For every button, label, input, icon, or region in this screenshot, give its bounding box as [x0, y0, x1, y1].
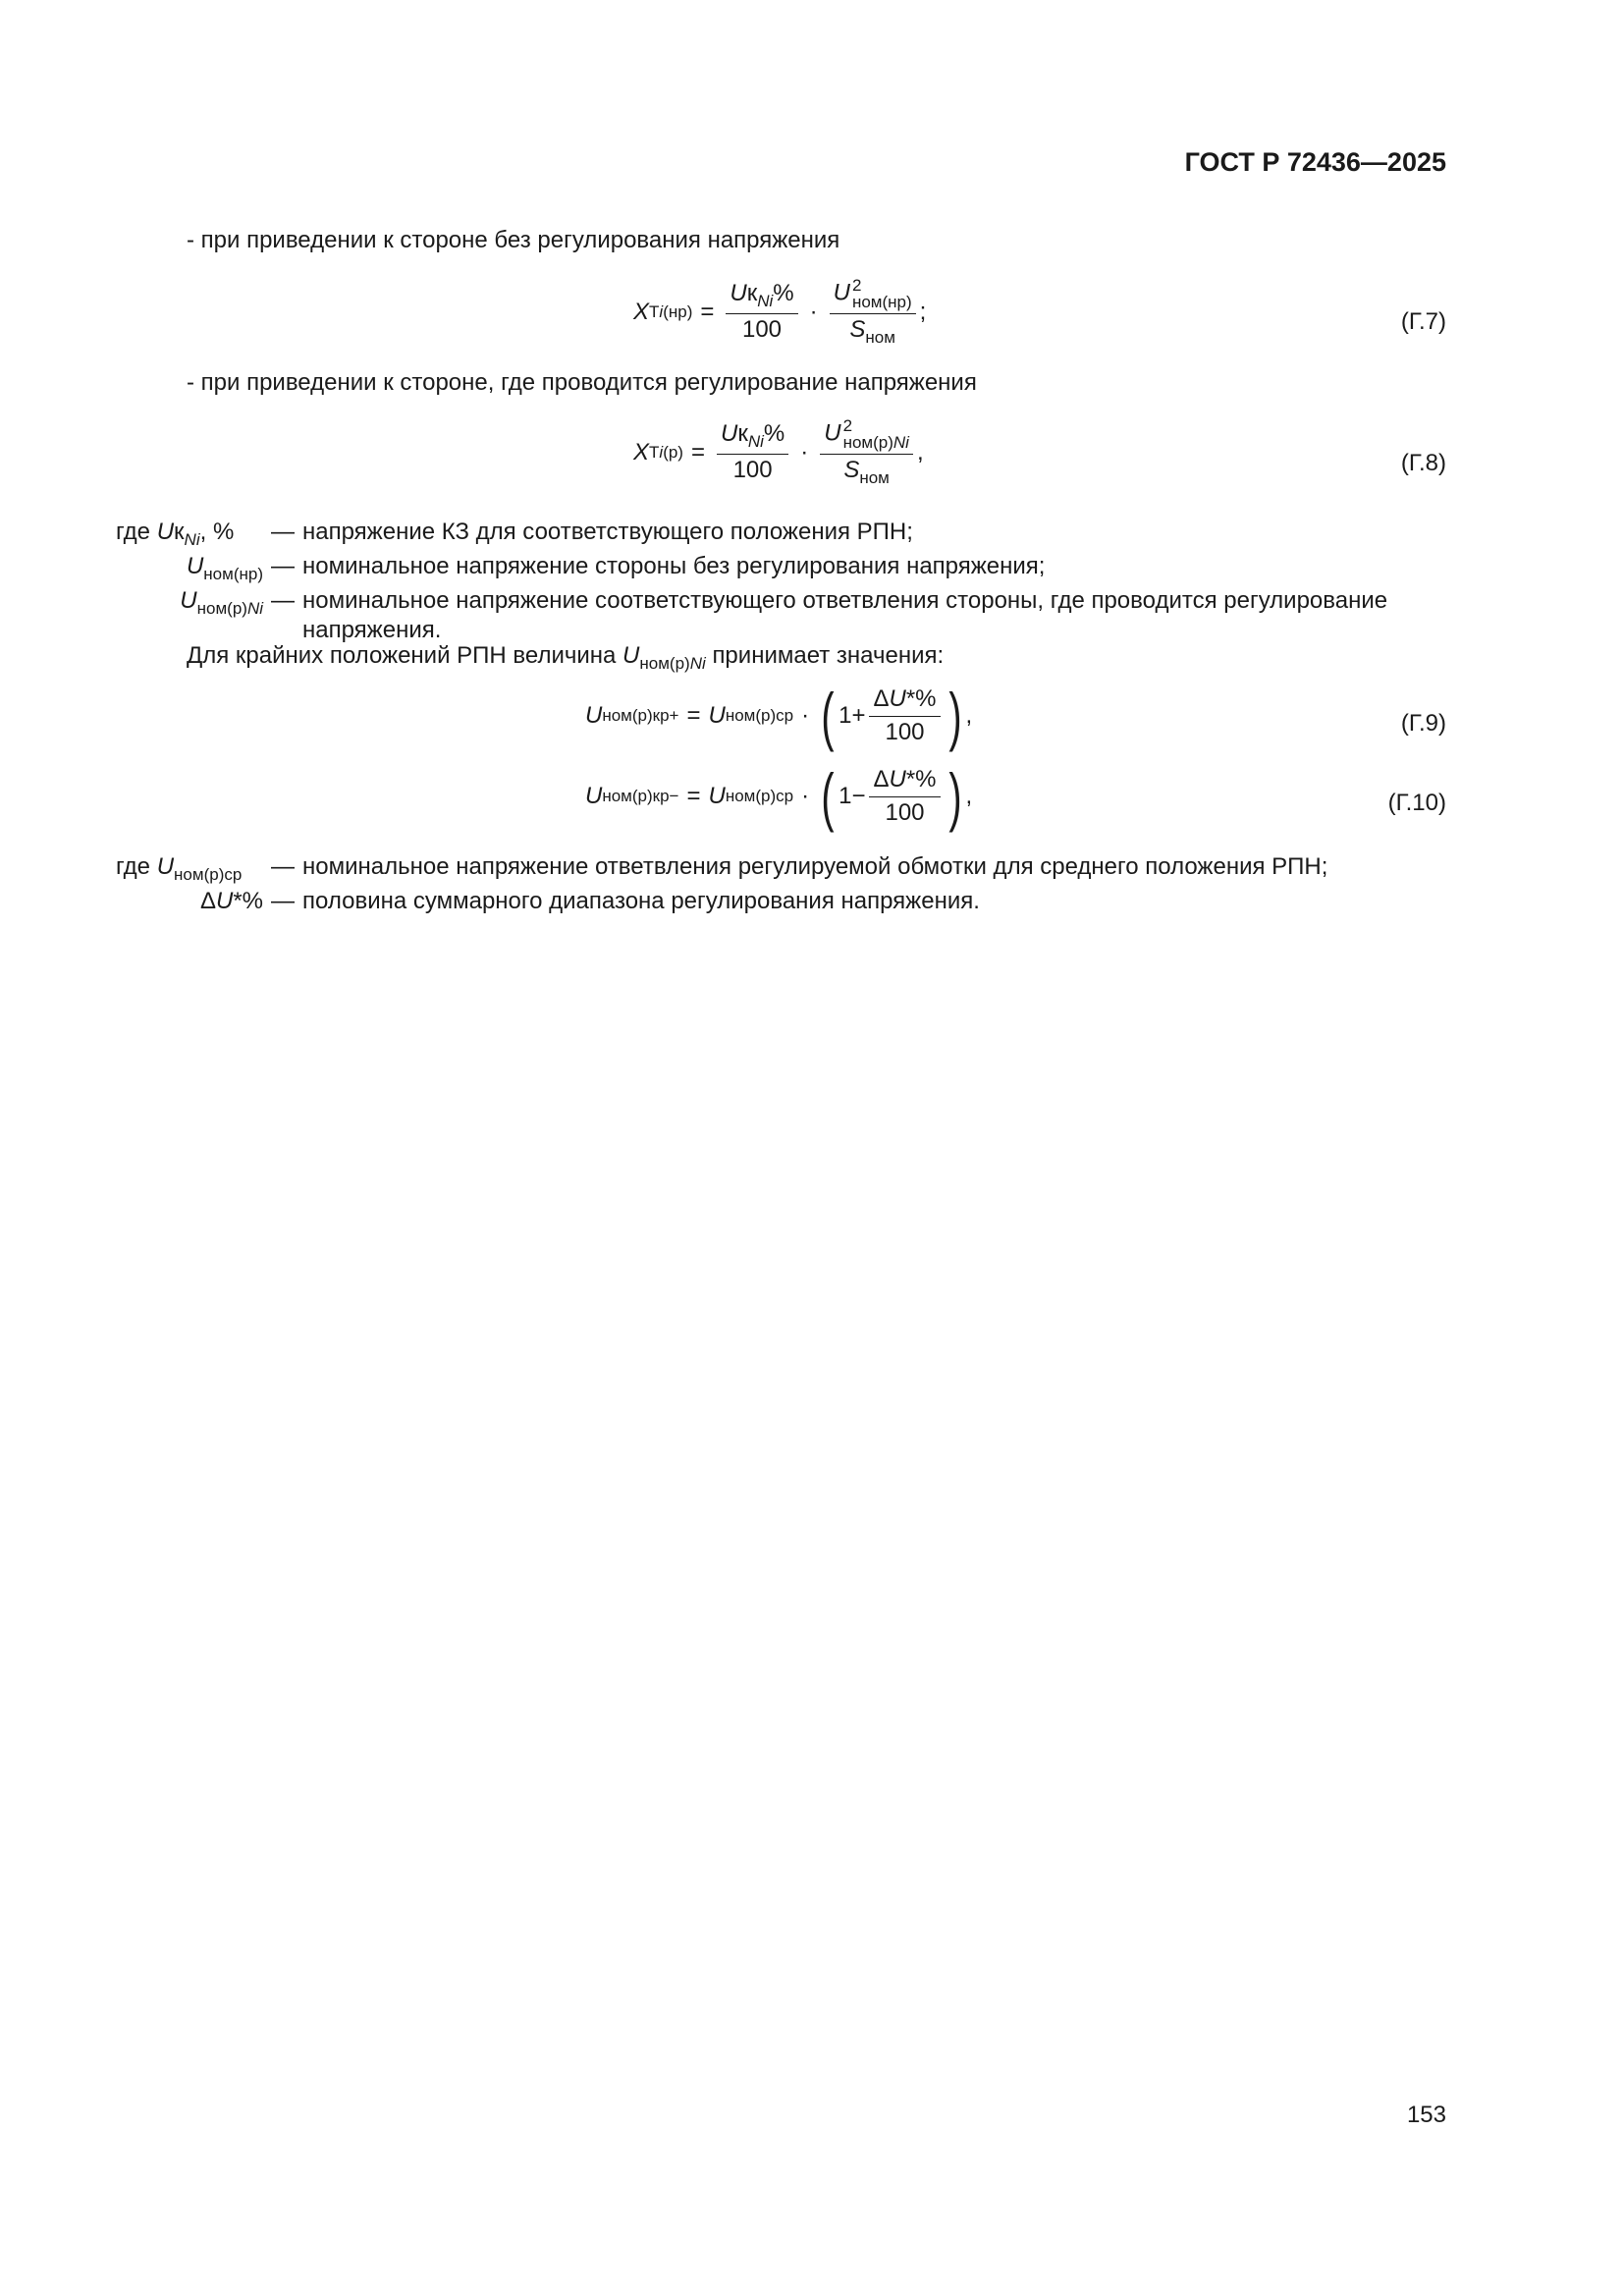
legend2-lead: где [116, 853, 151, 880]
legend1-row-unom-nr: $U_{ном(нр)}$ — номинальное напряжение стороны без регулирования напряжения; [116, 552, 1045, 589]
legend1-row-uk: где $Uк_{Ni}$, % — напряжение КЗ для соответствующего положения РПН; [116, 518, 913, 555]
paragraph-extreme-positions: Для крайних положений РПН величина $U_{ном(р)Ni}$ принимает значения: [187, 642, 945, 673]
paragraph-extreme-prefix: Для крайних положений РПН величина [187, 642, 617, 669]
equation-number-g8: (Г.8) [1400, 450, 1446, 476]
formula-g7: X Ti(нр) = $\frac{Uк_{Ni}\%}{100}$ · U 2 ном(нр) $S_{ном}$ ; [633, 276, 927, 347]
page-number: 153 [1406, 2102, 1446, 2128]
equation-number-g7: (Г.7) [1400, 308, 1446, 335]
paragraph-extreme-suffix: принимает значения: [712, 642, 945, 669]
equation-number-g9: (Г.9) [1400, 710, 1446, 737]
legend2-text-delta-u: половина суммарного диапазона регулирования напряжения. [302, 888, 980, 914]
legend1-text-unom-rni: номинальное напряжение соответствующего ответвления стороны, где проводится регулирование напряжения. [302, 587, 1388, 643]
paragraph-regulation-side: - при приведении к стороне, где проводится регулирование напряжения [187, 369, 977, 396]
formula-g8: X Ti(р) = $\frac{Uк_{Ni}\%}{100}$ · U 2 ном(р)Ni $S_{ном}$ , [633, 416, 924, 487]
legend1-text-uk: напряжение КЗ для соответствующего положения РПН; [302, 519, 913, 545]
equation-number-g10: (Г.10) [1387, 790, 1446, 816]
legend1-lead: где [116, 519, 151, 545]
document-code: ГОСТ Р 72436—2025 [1184, 147, 1446, 177]
paragraph-no-regulation-side: - при приведении к стороне без регулирования напряжения [187, 227, 840, 253]
formula-g9: U ном(р)кр+ = U ном(р)ср · ( 1+ $\frac{\Delta U*\%}{100}$ ) , [585, 680, 973, 752]
legend1-row-unom-rni: $U_{ном(р)Ni}$ — номинальное напряжение соответствующего ответвления стороны, где проводится регулирование напряжения. [116, 586, 1441, 645]
legend1-text-unom-nr: номинальное напряжение стороны без регулирования напряжения; [302, 553, 1046, 579]
legend2-text-unom-sr: номинальное напряжение ответвления регулируемой обмотки для среднего положения РПН; [302, 853, 1328, 880]
legend2-row-unom-sr: где $U_{ном(р)ср}$ — номинальное напряжение ответвления регулируемой обмотки для среднего положения РПН; [116, 852, 1327, 890]
legend2-row-delta-u: ΔU*% — половина суммарного диапазона регулирования напряжения. [199, 888, 980, 914]
formula-g10: U ном(р)кр− = U ном(р)ср · ( 1− $\frac{\Delta U*\%}{100}$ ) , [585, 760, 973, 833]
